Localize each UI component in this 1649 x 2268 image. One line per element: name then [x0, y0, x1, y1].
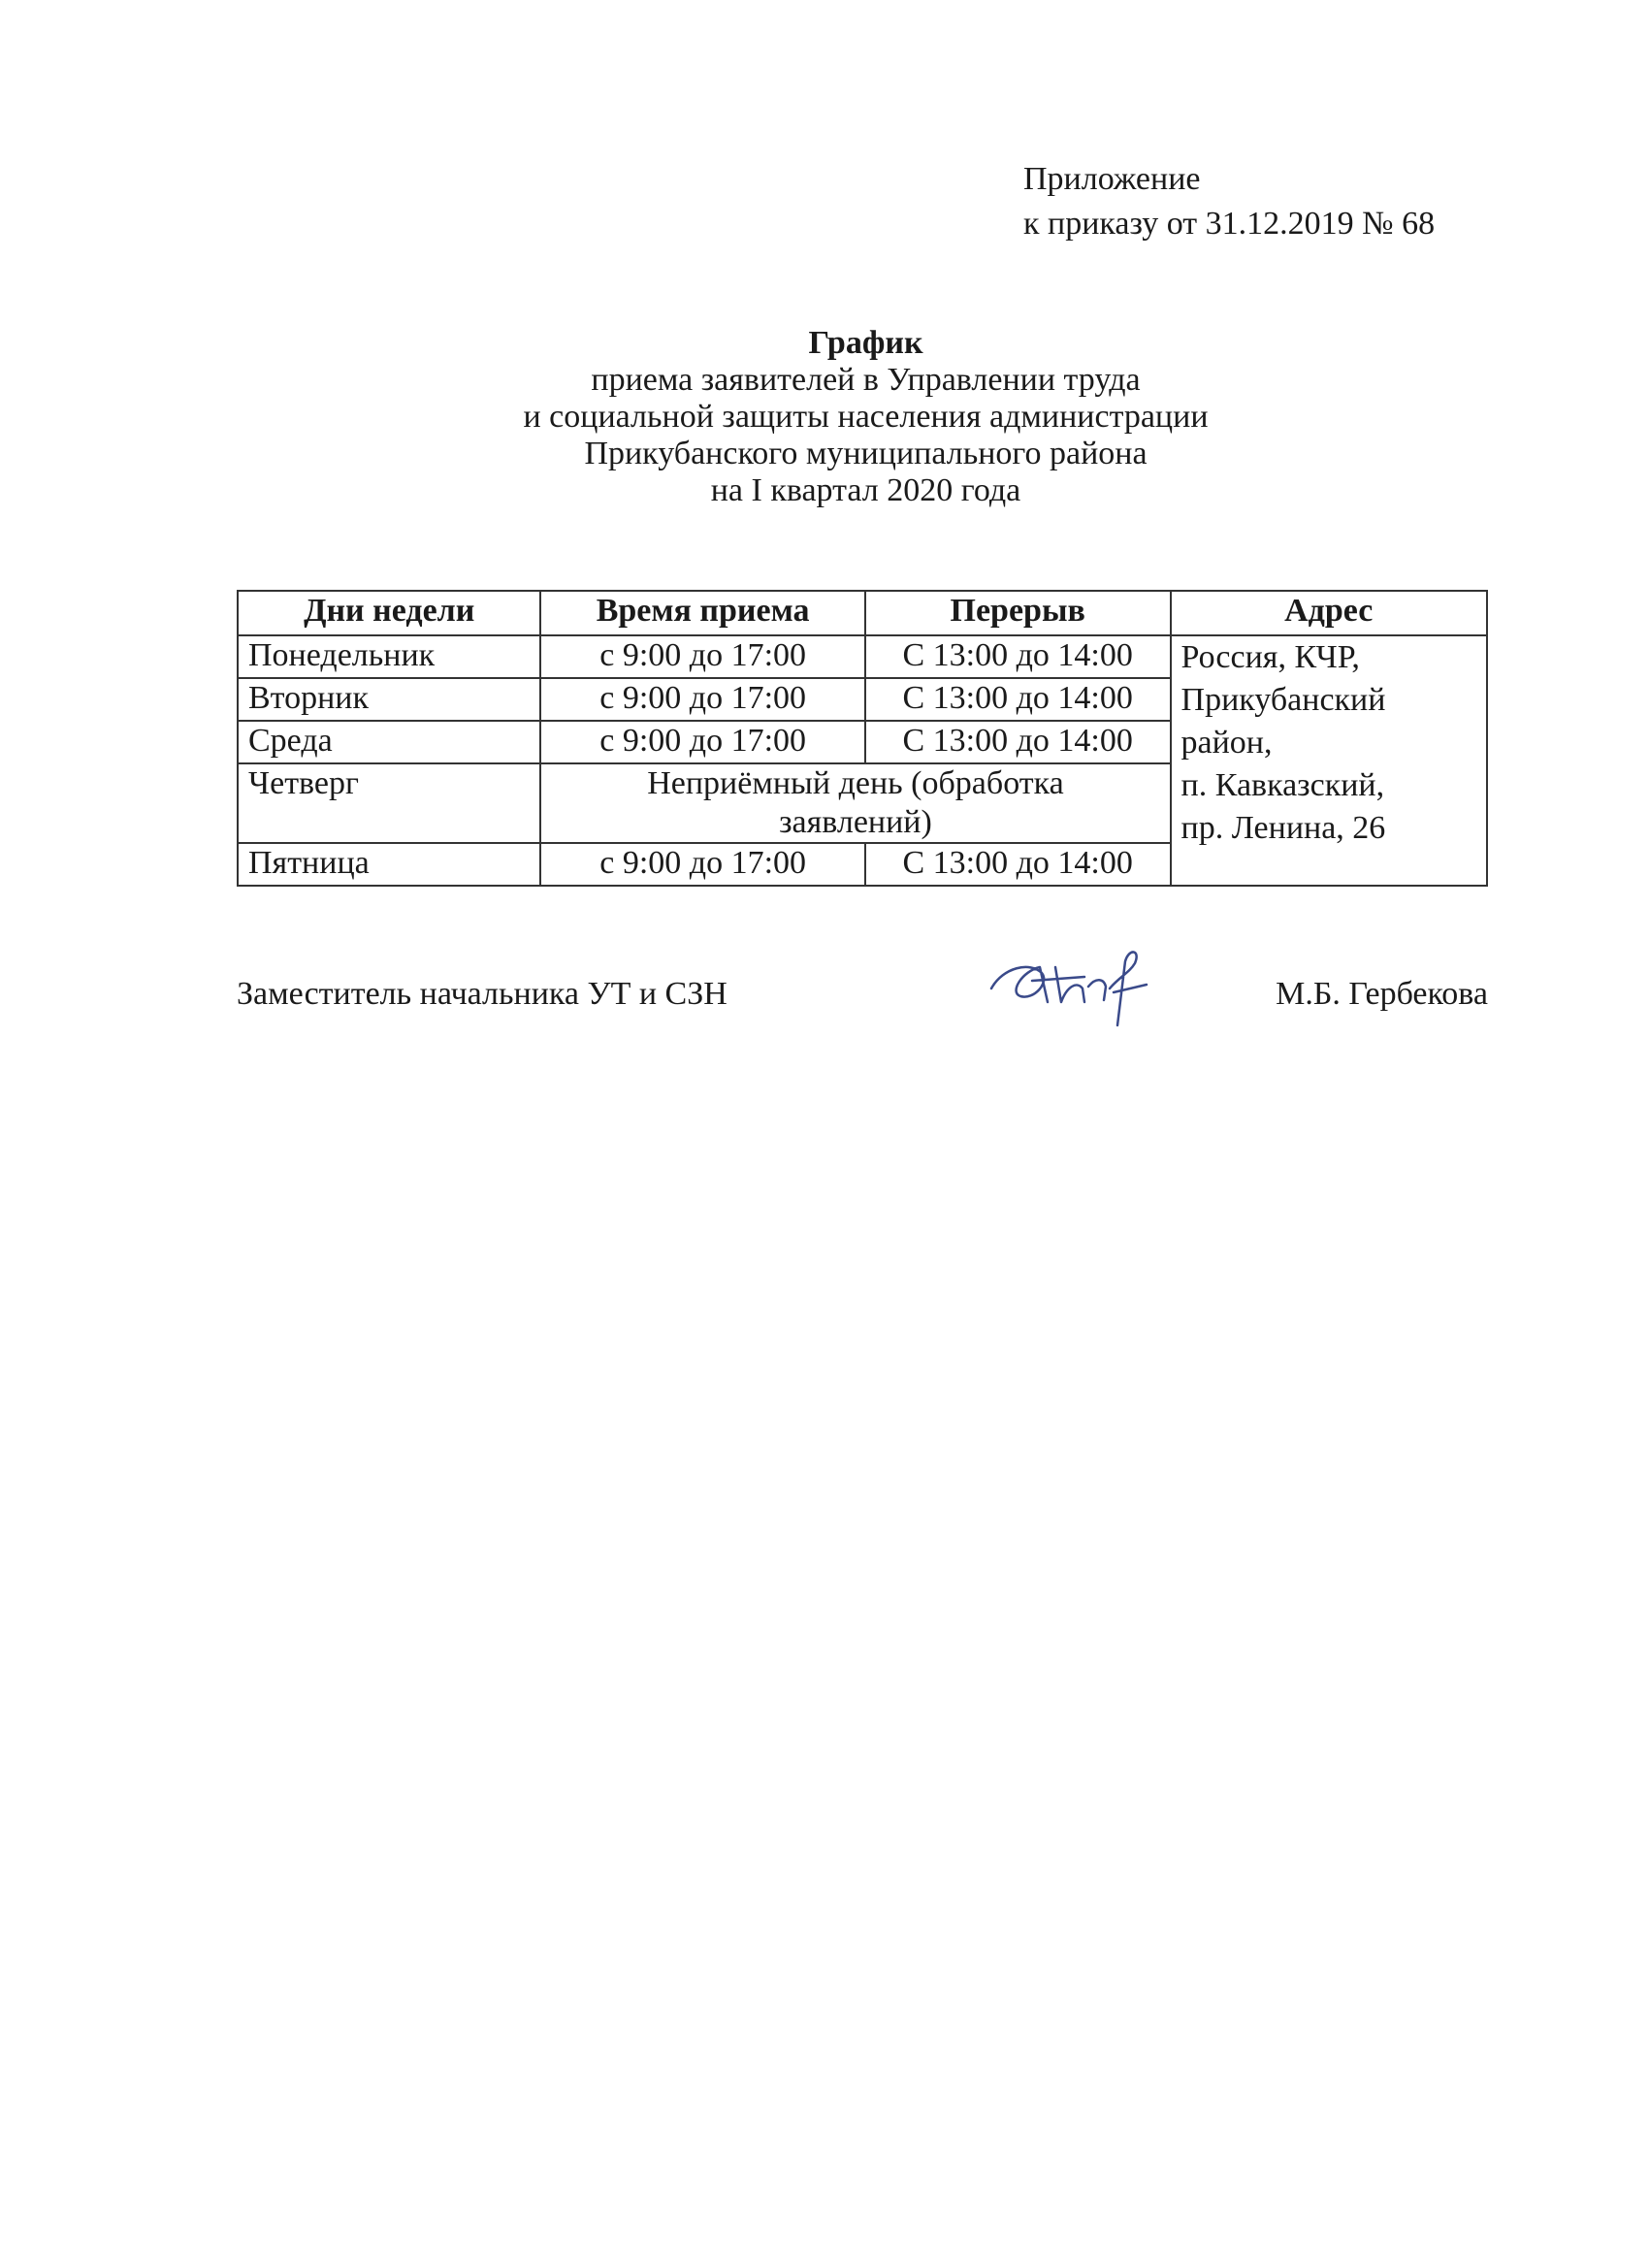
- address-line: пр. Ленина, 26: [1180, 810, 1386, 846]
- header-days: Дни недели: [238, 591, 540, 635]
- time-cell: с 9:00 до 17:00: [540, 635, 864, 678]
- document-title: [0, 325, 1649, 509]
- time-cell: с 9:00 до 17:00: [540, 721, 864, 763]
- appendix-line-2: к приказу от 31.12.2019 № 68: [1023, 206, 1436, 242]
- day-cell: Среда: [238, 721, 540, 763]
- signer-name: М.Б. Гербекова: [1276, 976, 1488, 1012]
- header-break: Перерыв: [865, 591, 1171, 635]
- day-cell: Понедельник: [238, 635, 540, 678]
- signer-position: Заместитель начальника УТ и СЗН: [237, 976, 728, 1012]
- schedule-table: [237, 590, 1488, 887]
- break-cell: С 13:00 до 14:00: [865, 635, 1171, 678]
- address-line: район,: [1180, 725, 1273, 761]
- title-heading: График: [808, 325, 923, 361]
- table-header-row: [238, 591, 1487, 635]
- address-line: Россия, КЧР,: [1180, 639, 1360, 675]
- time-cell: с 9:00 до 17:00: [540, 843, 864, 886]
- break-cell: С 13:00 до 14:00: [865, 843, 1171, 886]
- note-line-2: заявлений): [779, 804, 932, 840]
- title-line-1: приема заявителей в Управлении труда: [591, 362, 1141, 398]
- day-cell: Пятница: [238, 843, 540, 886]
- title-line-2: и социальной защиты населения администрации: [523, 399, 1209, 435]
- title-line-3: Прикубанского муниципального района: [584, 436, 1148, 471]
- appendix-line-1: Приложение: [1023, 161, 1201, 197]
- appendix-note: [1023, 157, 1435, 246]
- time-cell: с 9:00 до 17:00: [540, 678, 864, 721]
- break-cell: С 13:00 до 14:00: [865, 721, 1171, 763]
- note-line-1: Неприёмный день (обработка: [647, 765, 1064, 801]
- header-time: Время приема: [540, 591, 864, 635]
- day-cell: Вторник: [238, 678, 540, 721]
- break-cell: С 13:00 до 14:00: [865, 678, 1171, 721]
- address-line: п. Кавказский,: [1180, 767, 1385, 803]
- header-address: Адрес: [1171, 591, 1487, 635]
- address-line: Прикубанский: [1180, 682, 1386, 718]
- non-reception-note: [540, 763, 1170, 843]
- title-line-4: на I квартал 2020 года: [710, 472, 1021, 508]
- address-cell: [1171, 635, 1487, 886]
- table-row: [238, 635, 1487, 678]
- day-cell: Четверг: [238, 763, 540, 843]
- handwritten-signature: [984, 928, 1158, 1035]
